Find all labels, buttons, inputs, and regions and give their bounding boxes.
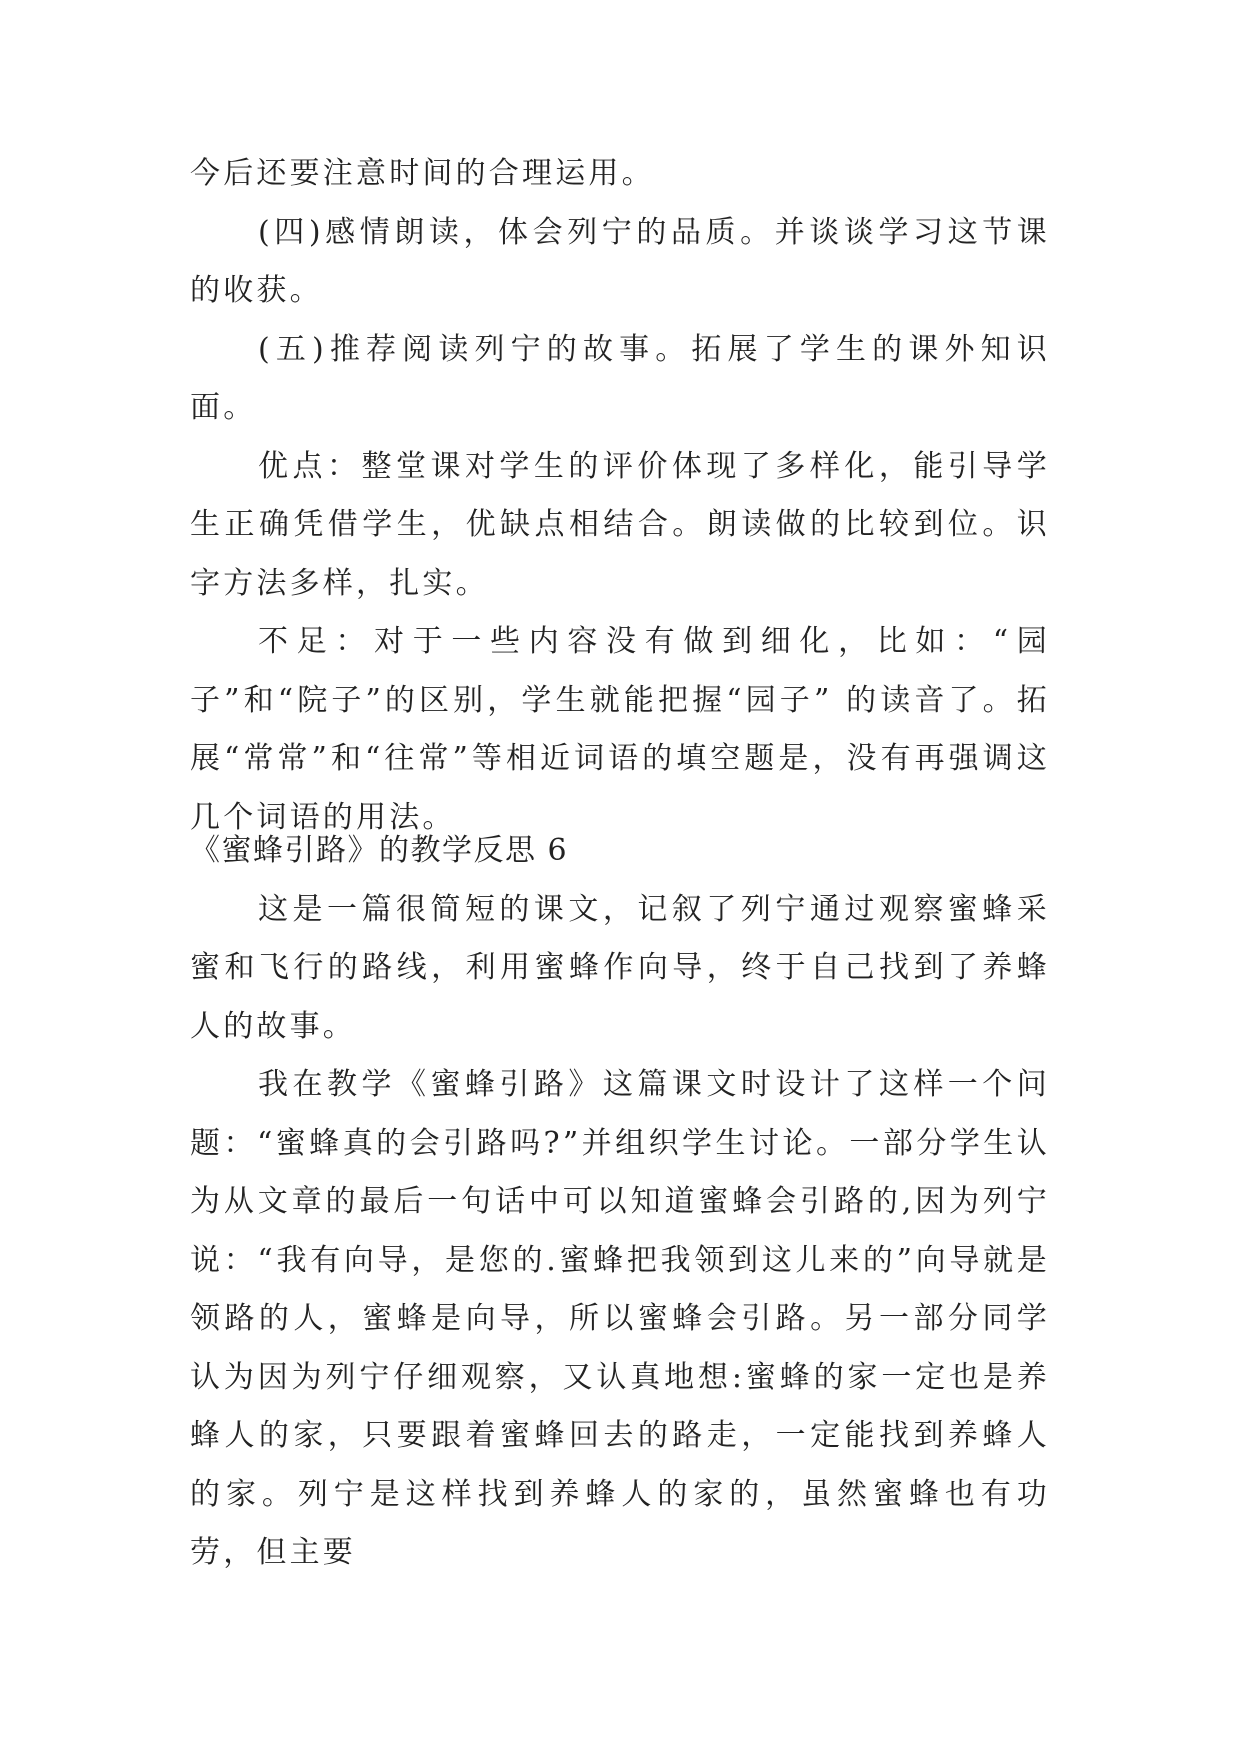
section-1-text bbox=[190, 145, 1050, 847]
paragraph-advantages: 优点：整堂课对学生的评价体现了多样化，能引导学生正确凭借学生，优缺点相结合。朗读做的比较到位。识字方法多样，扎实。 bbox=[190, 448, 1050, 601]
section-2-text bbox=[190, 822, 1050, 1583]
paragraph-shortcomings: 不足：对于一些内容没有做到细化，比如：“园子”和“院子”的区别，学生就能把握“园子” 的读音了。拓展“常常”和“往常”等相近词语的填空题是，没有再强调这几个词语的用法。 bbox=[190, 624, 1050, 835]
paragraph-item-five: (五)推荐阅读列宁的故事。拓展了学生的课外知识面。 bbox=[190, 331, 1050, 425]
paragraph-item-four: (四)感情朗读，体会列宁的品质。并谈谈学习这节课的收获。 bbox=[190, 214, 1050, 308]
paragraph-teaching-discussion: 我在教学《蜜蜂引路》这篇课文时设计了这样一个问题：“蜜蜂真的会引路吗?”并组织学生讨论。一部分学生认为从文章的最后一句话中可以知道蜜蜂会引路的,因为列宁说：“我有向导，是您的.蜜蜂把我领到这儿来的”向导就是领路的人，蜜蜂是向导，所以蜜蜂会引路。另一部分同学认为因为列宁仔细观察，又认真地想:蜜蜂的家一定也是养蜂人的家，只要跟着蜜蜂回去的路走，一定能找到养蜂人的家。列宁是这样找到养蜂人的家的，虽然蜜蜂也有功劳，但主要 bbox=[190, 1067, 1050, 1570]
section-title: 《蜜蜂引路》的教学反思 6 bbox=[190, 833, 569, 868]
paragraph-intro: 这是一篇很简短的课文，记叙了列宁通过观察蜜蜂采蜜和飞行的路线，利用蜜蜂作向导，终于自己找到了养蜂人的故事。 bbox=[190, 891, 1050, 1044]
paragraph-continuation: 今后还要注意时间的合理运用。 bbox=[190, 156, 655, 191]
